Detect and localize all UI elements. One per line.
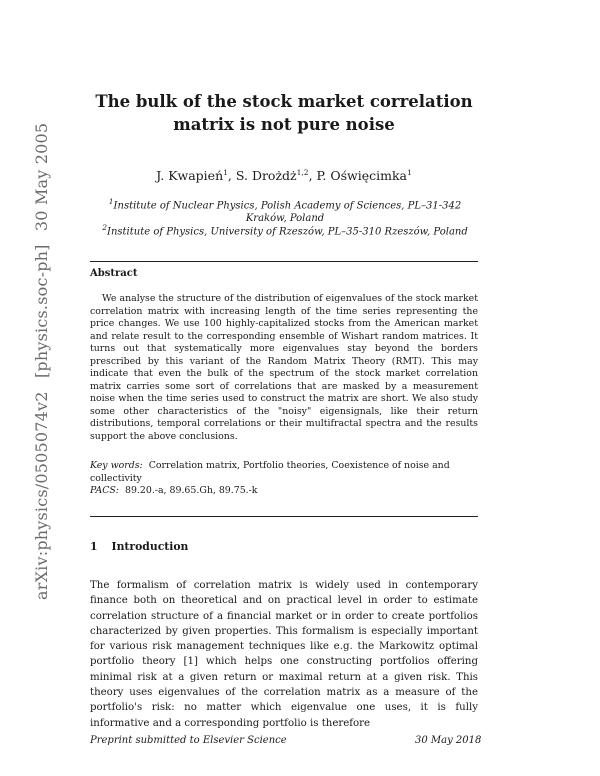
abstract-heading: Abstract [90,268,138,279]
affiliation-mark: 1 [108,197,114,206]
arxiv-id: arXiv:physics/0505074v2 [32,391,51,600]
paper-title: The bulk of the stock market correlation matrix is not pure noise [95,92,473,134]
keywords-label: Key words: [90,460,143,471]
arxiv-date: 30 May 2005 [32,122,51,232]
affiliation-text: Institute of Physics, University of Rzeszów, PL–35-310 Rzeszów, Poland [107,226,468,238]
keywords-text: Correlation matrix, Portfolio theories, Coexistence of noise and collectivity [90,460,450,484]
author-name: S. Drożdż [235,168,297,184]
footer-date: 30 May 2018 [415,735,482,746]
author-name: P. Oświęcimka [316,168,407,184]
abstract-text: We analyse the structure of the distribution of eigenvalues of the stock market correlation matrix with increasing length of the time series representing the price changes. We use 100 highly-capitalized stocks from the American market and relate result to the corresponding ensemble of Wishart random matrices. It turns out that systematically more eigenvalues stay beyond the borders prescribed by this variant of the Random Matrix Theory (RMT). This may indicate that even the bulk of the spectrum of the stock market correlation matrix carries some sort of correlations that are masked by a measurement noise when the time series used to construct the matrix are short. We also study some other characteristics of the "noisy" eigensignals, like their return distributions, temporal correlations or their multifractal spectra and the results support the above conclusions. [90,293,478,442]
introduction-paragraph: The formalism of correlation matrix is widely used in contemporary finance both on theoretical and on practical level in order to estimate correlation structure of a financial market or in order to create portfolios characterized by given properties. This formalism is especially important for various risk management techniques like e.g. the Markowitz optimal portfolio theory [1] which helps one constructing portfolios offering minimal risk at a given return or maximal return at a given risk. This theory uses eigenvalues of the correlation matrix as a measure of the portfolio's risk: no matter which eigenvalue one uses, it is fully informative and a corresponding portfolio is therefore [90,580,478,729]
pacs-text: 89.20.-a, 89.65.Gh, 89.75.-k [124,485,258,496]
preprint-footer: Preprint submitted to Elsevier Science [90,735,287,746]
affiliation-text: Institute of Nuclear Physics, Polish Academy of Sciences, PL–31-342 Kraków, Poland [113,200,462,225]
author-list: J. Kwapień$^1$, S. Drożdż$^{1,2}$, P. Oświęcimka$^1$ [156,168,412,184]
affiliation-mark: 2 [102,223,107,232]
keywords-block [90,460,478,498]
author-affil-mark: 1 [223,168,228,177]
arxiv-sidebar-stamp [32,120,51,600]
abstract-bottom-rule [90,516,478,517]
author-affil-mark: 1 [407,168,412,177]
author-name: J. Kwapień [156,168,224,184]
arxiv-category: [physics.soc-ph] [32,244,51,379]
section-heading [90,540,188,553]
author-affil-mark: 1,2 [296,168,309,177]
section-number: 1 [90,540,98,553]
pacs-line [90,485,478,498]
abstract-top-rule [90,261,478,262]
section-title: Introduction [111,540,189,553]
affiliation [100,221,470,238]
pacs-label: PACS: [90,485,119,496]
keywords-line [90,460,478,485]
